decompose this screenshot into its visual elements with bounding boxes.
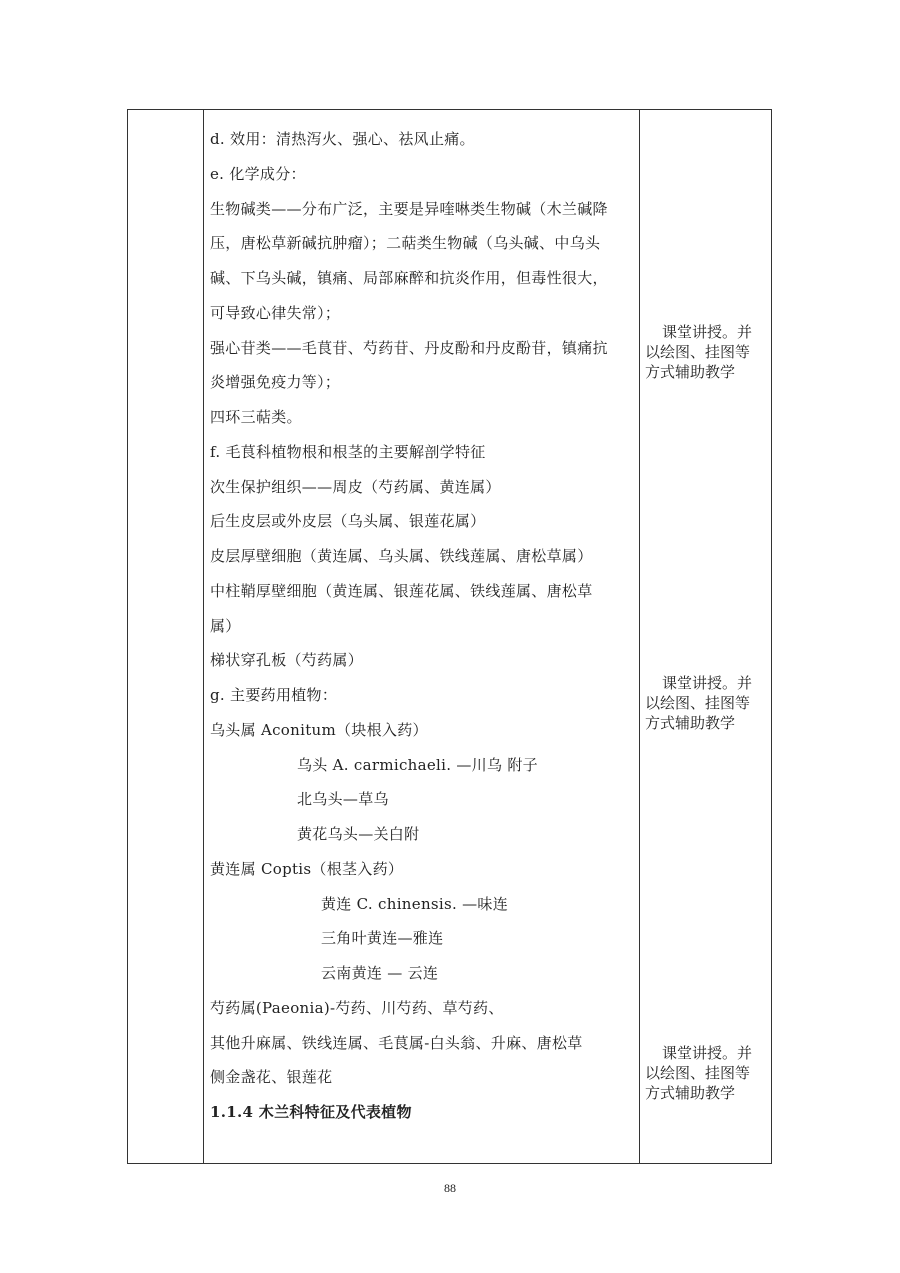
teaching-note-line: 以绘图、挂图等: [645, 1064, 751, 1082]
column-divider-right: [639, 110, 640, 1163]
content-line: 其他升麻属、铁线连属、毛茛属-白头翁、升麻、唐松草: [210, 1034, 583, 1052]
content-line: 北乌头—草乌: [297, 790, 389, 808]
teaching-note-line: 课堂讲授。并: [662, 674, 753, 692]
teaching-note-line: 以绘图、挂图等: [645, 694, 751, 712]
column-divider-left: [203, 110, 204, 1163]
content-line: 碱、下乌头碱，镇痛、局部麻醉和抗炎作用，但毒性很大，: [210, 269, 608, 287]
content-line: 属）: [210, 617, 241, 635]
content-line: 四环三萜类。: [210, 408, 302, 426]
teaching-note: [645, 322, 770, 382]
content-line: g. 主要药用植物：: [210, 686, 338, 704]
teaching-note-line: 课堂讲授。并: [662, 323, 753, 341]
content-line: 黄连 C. chinensis. —味连: [321, 895, 509, 913]
content-line: 乌头属 Aconitum（块根入药）: [210, 721, 428, 739]
content-line: d. 效用：清热泻火、强心、祛风止痛。: [210, 130, 475, 148]
content-line: 压，唐松草新碱抗肿瘤）；二萜类生物碱（乌头碱、中乌头: [210, 234, 601, 252]
content-line: e. 化学成分：: [210, 165, 306, 183]
page-number: 88: [444, 1181, 456, 1195]
content-line: 皮层厚壁细胞（黄连属、乌头属、铁线莲属、唐松草属）: [210, 547, 593, 565]
teaching-note-line: 方式辅助教学: [645, 714, 736, 732]
content-line: 黄连属 Coptis（根茎入药）: [210, 860, 404, 878]
teaching-note-line: 方式辅助教学: [645, 363, 736, 381]
teaching-note-line: 课堂讲授。并: [662, 1044, 753, 1062]
teaching-note-line: 以绘图、挂图等: [645, 343, 751, 361]
content-line: 乌头 A. carmichaeli. —川乌 附子: [297, 756, 538, 774]
content-line: 梯状穿孔板（芍药属）: [210, 651, 364, 669]
section-heading: 1.1.4 木兰科特征及代表植物: [210, 1103, 412, 1121]
content-line: 侧金盏花、银莲花: [210, 1068, 333, 1086]
content-line: 可导致心律失常）；: [210, 304, 341, 322]
content-line: 黄花乌头—关白附: [297, 825, 420, 843]
content-line: 云南黄连 — 云连: [321, 964, 439, 982]
content-line: 次生保护组织——周皮（芍药属、黄连属）: [210, 478, 501, 496]
content-line: 三角叶黄连—雅连: [321, 929, 444, 947]
content-line: f. 毛茛科植物根和根茎的主要解剖学特征: [210, 443, 486, 461]
teaching-note: [645, 673, 770, 733]
content-line: 中柱鞘厚壁细胞（黄连属、银莲花属、铁线莲属、唐松草: [210, 582, 593, 600]
content-line: 炎增强免疫力等）；: [210, 373, 341, 391]
content-line: 生物碱类——分布广泛，主要是异喹啉类生物碱（木兰碱降: [210, 200, 608, 218]
content-line: 后生皮层或外皮层（乌头属、银莲花属）: [210, 512, 486, 530]
content-line: 芍药属(Paeonia)-芍药、川芍药、草芍药、: [210, 999, 504, 1017]
content-line: 强心苷类——毛茛苷、芍药苷、丹皮酚和丹皮酚苷，镇痛抗: [210, 339, 608, 357]
teaching-note-line: 方式辅助教学: [645, 1084, 736, 1102]
teaching-note: [645, 1043, 770, 1103]
